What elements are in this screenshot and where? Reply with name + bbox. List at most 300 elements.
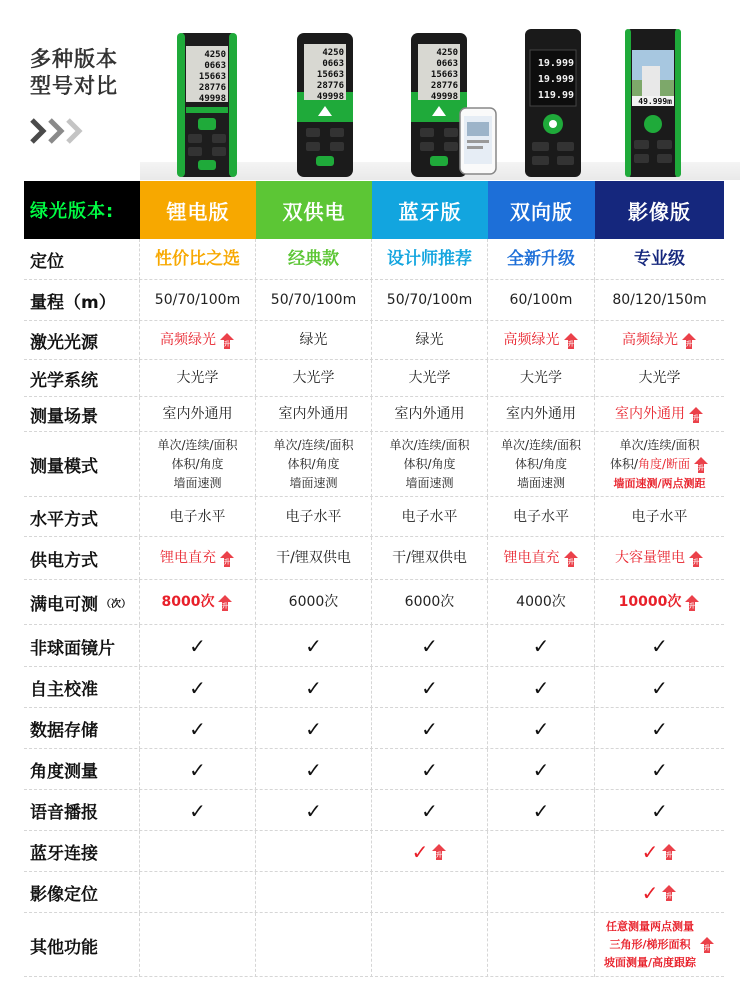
check-wrap	[189, 717, 206, 741]
mode-line: 单次/连续/面积	[273, 438, 354, 452]
table-cell	[595, 708, 724, 749]
check-icon: ✓	[305, 798, 322, 823]
cell-content	[520, 369, 562, 388]
upgrade-badge-icon	[688, 550, 704, 568]
table-cell	[256, 667, 372, 708]
row-label	[24, 625, 140, 667]
check-wrap	[533, 799, 550, 823]
check-icon: ✓	[421, 675, 438, 700]
table-cell	[140, 580, 256, 625]
table-cell	[488, 360, 595, 397]
row-label	[24, 708, 140, 749]
row-label	[24, 872, 140, 913]
table-row	[24, 580, 724, 625]
cell-content	[300, 331, 328, 350]
cell-value: 电子水平	[513, 508, 569, 525]
upgrade-badge-icon	[219, 550, 235, 568]
header-col-3: 双向版	[488, 181, 595, 239]
table-cell	[140, 360, 256, 397]
cell-value: 4000次	[516, 594, 566, 610]
upgrade-badge-icon	[661, 843, 677, 861]
row-label	[24, 432, 140, 497]
row-label	[24, 280, 140, 321]
cell-content	[634, 250, 685, 269]
row-label	[24, 497, 140, 537]
row-label	[24, 397, 140, 432]
cell-value: 绿光	[415, 332, 444, 348]
check-icon: ✓	[532, 716, 550, 741]
cell-content	[507, 250, 575, 269]
cell-content	[160, 549, 235, 568]
table-cell	[372, 321, 488, 360]
cell-content	[387, 250, 472, 269]
upgrade-badge-icon	[684, 594, 700, 612]
upgrade-badge-icon	[688, 406, 704, 424]
mode-list	[501, 436, 581, 493]
check-icon: ✓	[532, 675, 550, 700]
table-cell	[488, 432, 595, 497]
device-screen-text: 0663	[436, 59, 458, 69]
table-row	[24, 872, 724, 913]
cell-value: 干/锂双供电	[392, 550, 467, 566]
svg-text:升: 升	[685, 340, 693, 348]
header	[0, 0, 750, 180]
cell-content	[612, 291, 706, 310]
table-cell	[595, 497, 724, 537]
svg-text:升: 升	[666, 851, 673, 859]
row-label	[24, 913, 140, 977]
table-cell	[256, 239, 372, 280]
table-cell	[140, 708, 256, 749]
table-row	[24, 749, 724, 790]
check-icon: ✓	[421, 798, 438, 823]
table-cell	[372, 580, 488, 625]
check-wrap	[651, 799, 668, 823]
row-label	[24, 831, 140, 872]
upgrade-badge-icon	[219, 332, 235, 350]
cell-value: 室内外通用	[162, 406, 233, 422]
table-cell	[256, 872, 372, 913]
row-label-text: 供电方式	[30, 551, 98, 571]
check-icon: ✓	[189, 634, 206, 658]
table-cell	[488, 280, 595, 321]
check-icon: ✓	[189, 757, 206, 782]
cell-content	[622, 331, 697, 350]
cell-value: 高频绿光	[503, 332, 560, 348]
cell-content	[615, 405, 704, 424]
cell-value: 大光学	[176, 370, 219, 386]
table-cell	[140, 749, 256, 790]
check-wrap	[533, 758, 550, 782]
check-wrap	[642, 840, 678, 864]
device-screen-text: 49.999m	[638, 97, 672, 106]
laser-meter-bidirectional-icon	[524, 28, 582, 178]
check-icon: ✓	[651, 798, 668, 823]
table-row	[24, 280, 724, 321]
upgrade-badge-icon	[563, 332, 579, 350]
table-cell	[488, 321, 595, 360]
cell-value: 大容量锂电	[615, 550, 685, 566]
row-label	[24, 360, 140, 397]
device-screen-text: 4250	[204, 50, 226, 60]
mode-line: 体积/角度	[171, 457, 224, 471]
row-label	[24, 667, 140, 708]
cell-content	[162, 593, 234, 612]
svg-text:升: 升	[689, 602, 696, 610]
row-label-text: 水平方式	[30, 509, 98, 530]
mode-line: 墙面速测	[516, 476, 565, 490]
cell-content	[155, 291, 240, 310]
cell-value: 电子水平	[285, 508, 342, 525]
header-col-4: 影像版	[595, 181, 724, 239]
laser-meter-dual-power-icon	[296, 32, 354, 178]
other-function-item: 三角形/梯形面积	[609, 938, 691, 951]
check-icon: ✓	[651, 675, 668, 700]
table-cell	[488, 537, 595, 580]
svg-text:升: 升	[692, 558, 700, 566]
cell-value: 设计师推荐	[387, 249, 472, 269]
check-icon: ✓	[305, 634, 322, 658]
check-wrap	[533, 717, 550, 741]
cell-value: 高频绿光	[622, 332, 678, 348]
table-row	[24, 913, 724, 977]
header-label: 绿光版本:	[24, 181, 140, 239]
check-icon: ✓	[189, 716, 206, 741]
check-wrap	[305, 634, 322, 658]
table-cell	[256, 831, 372, 872]
mode-line: 体积/角度	[403, 457, 456, 471]
table-cell	[372, 537, 488, 580]
cell-value: 性价比之选	[155, 249, 240, 269]
cell-value: 电子水平	[631, 508, 688, 525]
check-icon: ✓	[305, 716, 322, 741]
cell-content	[513, 508, 569, 527]
table-cell	[595, 913, 724, 977]
row-label-text: 角度测量	[30, 762, 98, 782]
cell-content	[279, 405, 349, 424]
mode-line: 单次/连续/面积	[619, 438, 700, 452]
check-icon: ✓	[641, 839, 659, 864]
check-wrap	[651, 717, 668, 741]
cell-value: 50/70/100m	[270, 292, 357, 308]
row-label-text: 满电可测	[30, 595, 98, 615]
check-wrap	[412, 840, 448, 864]
header-col-2: 蓝牙版	[372, 181, 488, 239]
check-wrap	[421, 758, 438, 782]
table-cell	[488, 749, 595, 790]
check-wrap	[651, 758, 668, 782]
upgrade-badge-icon	[661, 884, 677, 902]
check-icon: ✓	[651, 634, 668, 658]
mode-line: 墙面速测/两点测距	[613, 477, 706, 490]
table-row	[24, 708, 724, 749]
row-label-text: 激光光源	[30, 333, 98, 353]
table-cell	[372, 831, 488, 872]
check-icon: ✓	[189, 798, 206, 823]
mode-part: 角度/断面	[638, 457, 691, 471]
cell-value: 高频绿光	[160, 332, 216, 348]
check-wrap	[189, 758, 206, 782]
laser-meter-bluetooth-icon	[410, 32, 500, 178]
check-wrap	[189, 634, 206, 658]
row-label-text: 影像定位	[30, 885, 98, 905]
row-label-text: 非球面镜片	[30, 638, 115, 659]
mode-list	[273, 436, 353, 493]
table-cell	[488, 397, 595, 432]
table-cell	[595, 872, 724, 913]
table-cell	[595, 831, 724, 872]
row-label-text: 数据存储	[30, 721, 98, 741]
check-icon: ✓	[651, 757, 668, 782]
check-icon: ✓	[421, 757, 438, 782]
cell-content	[276, 549, 351, 568]
table-cell	[256, 625, 372, 667]
cell-content	[289, 593, 339, 612]
page-title	[30, 46, 140, 100]
cell-value: 大光学	[408, 370, 451, 386]
check-wrap	[421, 634, 438, 658]
cell-content	[392, 549, 467, 568]
mode-part: 体积/	[609, 457, 638, 471]
check-wrap	[421, 799, 438, 823]
cell-value: 全新升级	[507, 249, 575, 269]
device-screen-text: 28776	[198, 83, 226, 93]
row-label	[24, 790, 140, 831]
table-cell	[595, 790, 724, 831]
table-cell	[372, 667, 488, 708]
other-function-item: 坡面测量/高度跟踪	[603, 956, 697, 969]
table-row	[24, 667, 724, 708]
device-screen-text: 15663	[198, 72, 226, 82]
svg-text:升: 升	[436, 851, 443, 859]
table-cell	[488, 790, 595, 831]
check-wrap	[305, 717, 322, 741]
device-screen-text: 0663	[322, 59, 344, 69]
mode-list	[389, 436, 469, 493]
table-cell	[140, 432, 256, 497]
row-label-text: 语音播报	[30, 803, 98, 823]
cell-value: 锂电直充	[503, 550, 560, 566]
cell-content	[395, 405, 465, 424]
mode-line	[610, 455, 709, 474]
table-cell	[595, 432, 724, 497]
cell-value: 50/70/100m	[386, 292, 473, 308]
cell-value: 室内外通用	[615, 406, 685, 422]
cell-content	[286, 508, 342, 527]
cell-content	[639, 369, 681, 388]
cell-value: 室内外通用	[278, 406, 349, 422]
table-cell	[488, 872, 595, 913]
upgrade-badge-icon	[699, 936, 715, 954]
cell-value: 专业级	[634, 249, 685, 269]
table-cell	[372, 913, 488, 977]
table-cell	[140, 667, 256, 708]
table-cell	[256, 749, 372, 790]
check-icon: ✓	[305, 757, 322, 782]
row-label-text: 测量模式	[30, 457, 98, 477]
table-cell	[372, 239, 488, 280]
cell-content	[155, 250, 240, 269]
cell-value: 经典款	[288, 249, 339, 269]
row-label-text: 测量场景	[30, 407, 98, 427]
table-row	[24, 537, 724, 580]
device-screen-text: 49998	[430, 92, 458, 102]
cell-content	[271, 291, 356, 310]
cell-content	[177, 369, 219, 388]
cell-content	[409, 369, 451, 388]
table-row	[24, 790, 724, 831]
table-cell	[488, 497, 595, 537]
svg-text:升: 升	[698, 464, 705, 472]
table-cell	[595, 321, 724, 360]
table-cell	[372, 708, 488, 749]
check-wrap	[305, 758, 322, 782]
table-cell	[256, 790, 372, 831]
cell-value: 10000次	[618, 594, 682, 610]
table-cell	[256, 360, 372, 397]
row-label-text: 蓝牙连接	[30, 844, 98, 864]
cell-value: 6000次	[404, 594, 455, 610]
chevrons-icon	[30, 118, 90, 144]
table-cell	[256, 497, 372, 537]
table-cell	[372, 749, 488, 790]
cell-content	[504, 549, 579, 568]
row-label-text: 光学系统	[30, 371, 98, 391]
table-cell	[140, 537, 256, 580]
cell-value: 锂电直充	[160, 550, 216, 566]
table-cell	[372, 280, 488, 321]
mode-list	[610, 436, 709, 493]
check-icon: ✓	[421, 634, 438, 658]
cell-content	[405, 593, 455, 612]
cell-value: 室内外通用	[394, 406, 465, 422]
device-screen-text: 0663	[204, 61, 226, 71]
check-icon: ✓	[305, 675, 322, 700]
cell-content	[510, 291, 573, 310]
check-icon: ✓	[651, 716, 668, 741]
cell-content	[506, 405, 576, 424]
table-cell	[140, 497, 256, 537]
svg-text:升: 升	[666, 892, 673, 900]
table-row	[24, 831, 724, 872]
check-wrap	[421, 717, 438, 741]
title-line: 型号对比	[30, 74, 118, 98]
row-label-text: 定位	[30, 252, 64, 272]
cell-content	[504, 331, 579, 350]
header-col-0: 锂电版	[140, 181, 256, 239]
device-screen-text: 19.999	[537, 58, 574, 69]
upgrade-badge-icon	[217, 594, 233, 612]
table-cell	[488, 913, 595, 977]
check-wrap	[189, 799, 206, 823]
table-cell	[256, 397, 372, 432]
check-wrap	[305, 799, 322, 823]
cell-content	[416, 331, 444, 350]
table-cell	[372, 397, 488, 432]
cell-value: 电子水平	[401, 508, 458, 525]
table-row	[24, 321, 724, 360]
table-row	[24, 397, 724, 432]
mode-line: 单次/连续/面积	[500, 438, 582, 452]
row-label-text: 其他功能	[30, 937, 98, 958]
other-function-item: 任意测量两点测量	[606, 920, 694, 933]
check-wrap	[421, 676, 438, 700]
cell-content	[163, 405, 233, 424]
check-icon: ✓	[411, 839, 429, 864]
table-cell	[140, 280, 256, 321]
device-screen-text: 49998	[316, 92, 344, 102]
check-wrap	[651, 634, 668, 658]
svg-text:升: 升	[223, 340, 231, 348]
cell-value: 8000次	[161, 594, 215, 610]
table-cell	[595, 580, 724, 625]
cell-content	[516, 593, 566, 612]
table-cell	[595, 667, 724, 708]
cell-value: 6000次	[288, 594, 339, 610]
other-functions	[604, 918, 715, 972]
cell-value: 80/120/150m	[612, 292, 707, 308]
cell-content	[387, 291, 472, 310]
cell-value: 绿光	[299, 332, 328, 348]
row-label	[24, 239, 140, 280]
header-col-1: 双供电	[256, 181, 372, 239]
product-images	[140, 18, 740, 180]
cell-value: 干/锂双供电	[276, 550, 351, 566]
table-cell	[595, 749, 724, 790]
table-cell	[488, 831, 595, 872]
cell-content	[615, 549, 704, 568]
check-icon: ✓	[532, 757, 550, 782]
laser-meter-image-icon	[624, 28, 682, 178]
table-cell	[256, 537, 372, 580]
upgrade-badge-icon	[431, 843, 447, 861]
table-cell	[488, 239, 595, 280]
cell-content	[293, 369, 335, 388]
check-wrap	[533, 676, 550, 700]
table-cell	[595, 239, 724, 280]
mode-line: 体积/角度	[514, 457, 568, 471]
mode-line: 墙面速测	[173, 476, 222, 490]
table-cell	[256, 321, 372, 360]
upgrade-badge-icon	[563, 550, 579, 568]
table-cell	[140, 913, 256, 977]
table-cell	[140, 397, 256, 432]
cell-value: 大光学	[520, 370, 562, 386]
device-screen-text: 119.99	[537, 90, 574, 101]
table-cell	[140, 239, 256, 280]
table-cell	[256, 580, 372, 625]
device-screen-text: 15663	[430, 70, 458, 80]
mode-line: 体积/角度	[287, 457, 340, 471]
cell-value: 室内外通用	[506, 406, 576, 422]
svg-text:升: 升	[567, 340, 574, 348]
table-cell	[595, 537, 724, 580]
check-icon: ✓	[532, 634, 550, 658]
cell-value: 50/70/100m	[154, 292, 241, 308]
title-line: 多种版本	[30, 47, 118, 71]
table-cell	[140, 625, 256, 667]
cell-content	[632, 508, 688, 527]
check-wrap	[642, 881, 678, 905]
table-cell	[372, 625, 488, 667]
svg-text:升: 升	[223, 558, 231, 566]
check-wrap	[189, 676, 206, 700]
cell-value: 60/100m	[509, 292, 573, 308]
row-label	[24, 749, 140, 790]
comparison-table	[24, 181, 724, 993]
mode-line: 单次/连续/面积	[157, 438, 238, 452]
table-cell	[595, 397, 724, 432]
